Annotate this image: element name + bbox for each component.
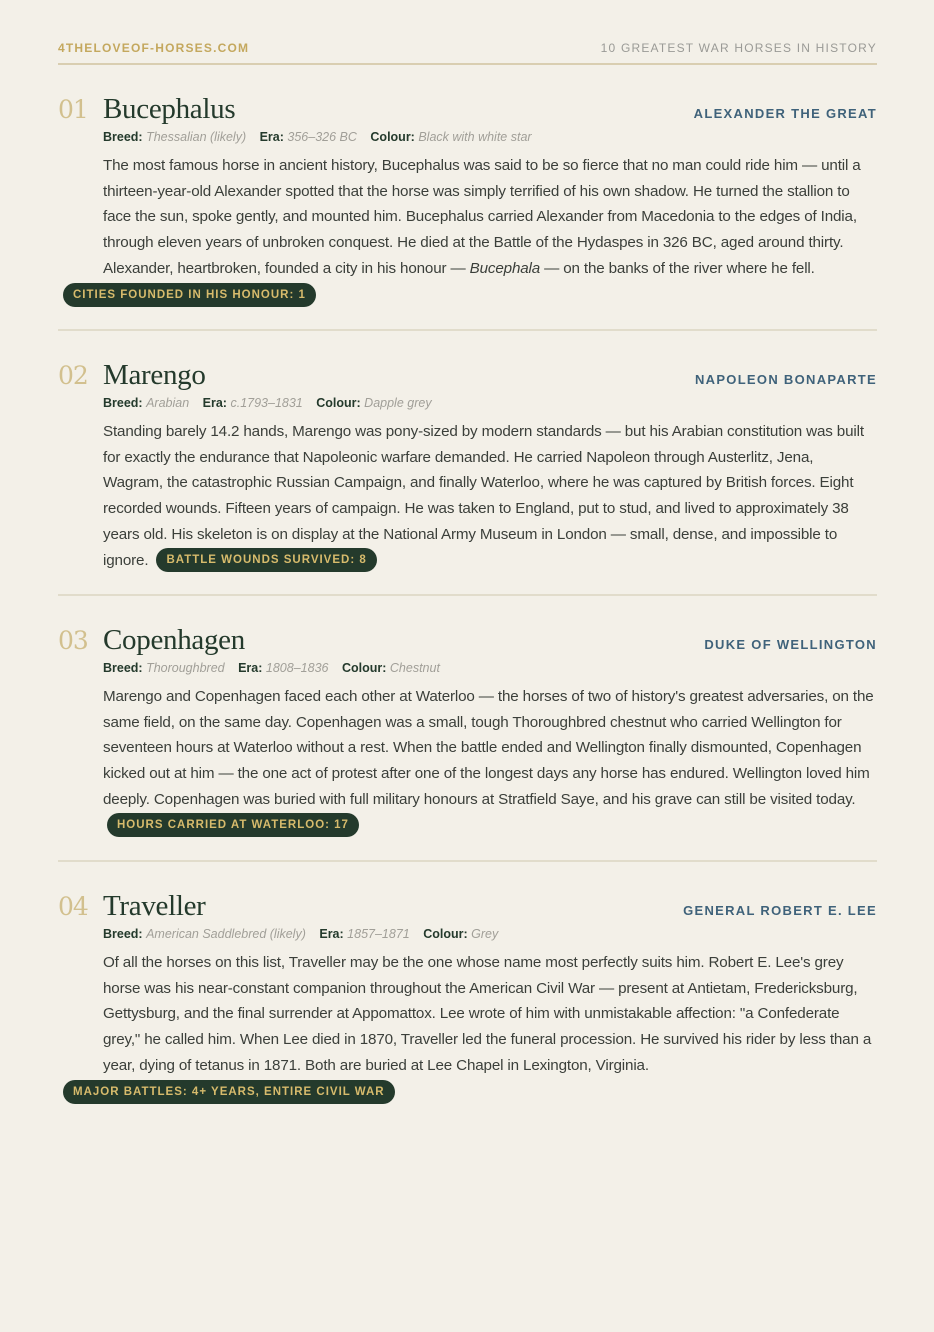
breed-value: Thoroughbred <box>146 661 225 675</box>
rider-name: ALEXANDER THE GREAT <box>693 106 877 121</box>
entry-meta <box>103 661 877 675</box>
colour-label: Colour: <box>423 927 468 941</box>
entry-marengo <box>58 331 877 596</box>
horse-name: Copenhagen <box>103 624 245 656</box>
entry-number: 02 <box>58 361 88 390</box>
description-text: The most famous horse in ancient history, Bucephalus was said to be so fierce that no man could ride him — until a thirteen-year-old Alexander spotted that the horse was simply terrified of his own shadow. He turned the stallion to face the sun, spoke gently, and mounted him. Bucephalus carried Alexander from Macedonia to the edges of India, through eleven years of unbroken conquest. He died at the Battle of the Hydaspes in 326 BC, aged around thirty. Alexander, heartbroken, founded a city in his honour — <box>103 157 861 277</box>
entry-meta <box>103 396 877 410</box>
site-logo-link[interactable]: 4THELOVEOF-HORSES.COM <box>58 41 250 55</box>
horse-name: Traveller <box>103 890 206 922</box>
entry-bucephalus <box>58 65 877 331</box>
rider-name: NAPOLEON BONAPARTE <box>694 372 877 387</box>
entry-heading <box>58 624 877 657</box>
breed-value: Thessalian (likely) <box>146 130 247 144</box>
rider-name: GENERAL ROBERT E. LEE <box>683 903 877 918</box>
horse-name: Bucephalus <box>103 93 236 125</box>
entry-meta <box>103 130 877 144</box>
era-value: 1808–1836 <box>265 661 329 675</box>
description-text: Standing barely 14.2 hands, Marengo was pony-sized by modern standards — but his Arabian constitution was built for exactly the endurance that Napoleonic warfare demanded. He carried Napoleon through Austerlitz, Jena, Wagram, the catastrophic Russian Campaign, and finally Waterloo, where he was captured by British forces. Eight recorded wounds. Fifteen years of campaign. He was taken to England, put to stud, and lived to approximately 38 years old. His skeleton is on display at the National Army Museum in London — small, dense, and impossible to ignore. <box>103 423 864 569</box>
breed-label: Breed: <box>103 661 143 675</box>
entry-description <box>103 950 877 1079</box>
entry-number: 01 <box>58 95 88 124</box>
stat-badge: MAJOR BATTLES: 4+ YEARS, ENTIRE CIVIL WAR <box>63 1080 395 1104</box>
era-label: Era: <box>319 927 344 941</box>
era-value: 1857–1871 <box>347 927 410 941</box>
colour-label: Colour: <box>316 396 361 410</box>
breed-value: Arabian <box>146 396 190 410</box>
breed-value: American Saddlebred (likely) <box>146 927 306 941</box>
description-text-end: — on the banks of the river where he fell. <box>540 259 815 277</box>
stat-badge: BATTLE WOUNDS SURVIVED: 8 <box>156 548 376 572</box>
era-label: Era: <box>202 396 227 410</box>
entry-heading <box>58 93 877 126</box>
site-header <box>58 0 877 65</box>
entry-number: 03 <box>58 626 88 655</box>
stat-badge: CITIES FOUNDED IN HIS HONOUR: 1 <box>63 283 316 307</box>
entry-heading <box>58 359 877 392</box>
colour-value: Black with white star <box>418 130 532 144</box>
description-text: Of all the horses on this list, Traveller may be the one whose name most perfectly suits him. Robert E. Lee's grey horse was his near-constant companion throughout the American Civil War — present at Antietam, Fredericksburg, Gettysburg, and the final surrender at Appomattox. Lee wrote of him with unmistakable affection: "a Confederate grey," he called him. When Lee died in 1870, Traveller led the funeral procession. He survived his rider by less than a year, dying of tetanus in 1871. Both are buried at Lee Chapel in Lexington, Virginia. <box>103 954 872 1074</box>
entry-heading <box>58 890 877 923</box>
entry-traveller <box>58 862 877 1122</box>
horse-name: Marengo <box>103 359 206 391</box>
era-value: 356–326 BC <box>287 130 357 144</box>
entry-number: 04 <box>58 892 88 921</box>
era-label: Era: <box>238 661 263 675</box>
breed-label: Breed: <box>103 927 143 941</box>
colour-label: Colour: <box>370 130 415 144</box>
colour-value: Dapple grey <box>364 396 432 410</box>
era-value: c.1793–1831 <box>230 396 303 410</box>
entry-description <box>103 419 877 573</box>
description-text: Marengo and Copenhagen faced each other at Waterloo — the horses of two of history's greatest adversaries, on the same field, on the same day. Copenhagen was a small, tough Thoroughbred chestnut who carried Wellington for seventeen hours at Waterloo without a rest. When the battle ended and Wellington finally dismounted, Copenhagen kicked out at him — the one act of protest after one of the longest days any horse has endured. Wellington loved him deeply. Copenhagen was buried with full military honours at Stratfield Saye, and his grave can still be visited today. <box>103 688 874 808</box>
entry-description <box>103 684 877 838</box>
breed-label: Breed: <box>103 396 143 410</box>
colour-value: Grey <box>471 927 499 941</box>
article-title: 10 GREATEST WAR HORSES IN HISTORY <box>600 41 877 55</box>
page <box>58 0 877 1122</box>
entry-description <box>103 153 877 282</box>
entry-copenhagen <box>58 596 877 862</box>
rider-name: DUKE OF WELLINGTON <box>704 637 877 652</box>
city-name: Bucephala <box>469 259 541 277</box>
colour-label: Colour: <box>341 661 387 675</box>
era-label: Era: <box>259 130 284 144</box>
entry-meta <box>103 927 877 941</box>
colour-value: Chestnut <box>389 661 440 675</box>
stat-badge: HOURS CARRIED AT WATERLOO: 17 <box>107 813 359 837</box>
breed-label: Breed: <box>103 130 143 144</box>
